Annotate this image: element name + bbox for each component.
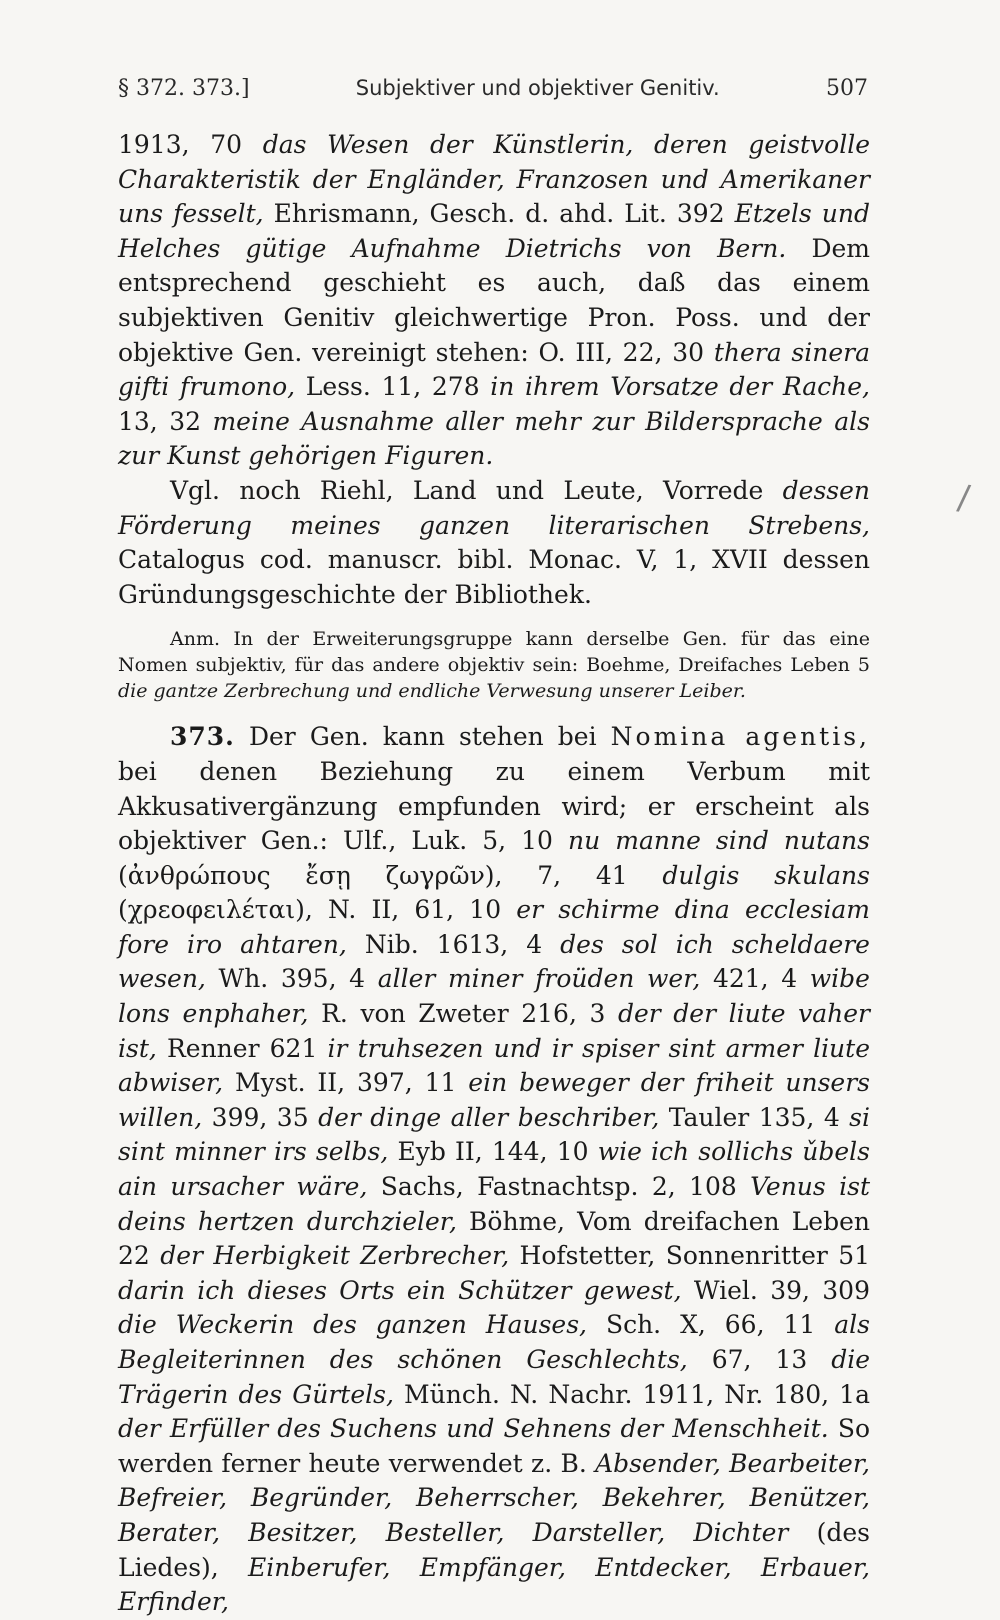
example-quote: Absender, Bearbeiter, Befreier, Begründer, Beherrscher, Bekehrer, Benützer, Berater, Besitzer, Besteller, Darsteller, Dichter	[118, 1448, 870, 1547]
spaced-term: Nomina agentis,	[610, 722, 870, 752]
example-quote: als Begleiterinnen des schönen Geschlechts,	[118, 1310, 870, 1374]
example-quote: thera sinera gifti frumono,	[118, 337, 870, 402]
text-run: (χρεοφειλέται), N. II, 61, 10	[118, 895, 517, 925]
example-quote: meine Ausnahme aller mehr zur Bildersprache als zur Kunst gehörigen Figuren.	[118, 406, 870, 471]
text-run: Böhme, Vom dreifachen Leben 22	[118, 1206, 870, 1271]
text-run: Sachs, Fastnachtsp. 2, 108	[367, 1172, 751, 1202]
text-run: Renner 621	[156, 1033, 328, 1063]
example-quote: der Herbigkeit Zerbrecher,	[160, 1241, 510, 1271]
example-quote: aller miner froüden wer,	[377, 964, 701, 994]
example-quote: er schirme dina ecclesiam fore iro ahtaren,	[118, 895, 870, 959]
running-title: Subjektiver und objektiver Genitiv.	[355, 76, 720, 100]
example-quote: der Erfüller des Suchens und Sehnens der Menschheit.	[118, 1414, 829, 1444]
margin-pencil-mark: /	[955, 477, 973, 519]
example-quote: des sol ich scheldaere wesen,	[118, 929, 870, 994]
text-run: Tauler 135, 4	[659, 1102, 850, 1132]
running-header	[118, 76, 868, 101]
text-run: bei denen Beziehung zu einem Verbum mit Akkusativergänzung empfunden wird; er erscheint als objektiver Gen.: Ulf., Luk. 5, 10	[118, 756, 870, 856]
example-quote: wie ich sollichs ǔbels ain ursacher wäre,	[118, 1137, 870, 1202]
example-quote: si sint minner irs selbs,	[118, 1102, 870, 1167]
example-quote: die gantze Zerbrechung und endliche Verwesung unserer Leiber.	[118, 680, 746, 703]
text-run: Dem entsprechend geschieht es auch, daß das einem subjektiven Genitiv gleichwertige Pron. Poss. und der objektive Gen. vereinigt stehen: O. III, 22, 30	[118, 233, 871, 367]
text-run: 399, 35	[202, 1102, 319, 1132]
text-run: 421, 4	[700, 964, 810, 994]
paragraph-1	[118, 128, 870, 474]
example-quote: ir truhsezen und ir spiser sint armer liute abwiser,	[118, 1033, 871, 1098]
text-run: In der Erweiterungsgruppe kann derselbe Gen. für das eine Nomen subjektiv, für das andere objektiv sein: Boehme, Dreifaches Leben 5	[118, 628, 870, 677]
page-body	[118, 128, 870, 1620]
note-label: Anm.	[170, 628, 221, 651]
text-run: Less. 11, 278	[295, 372, 491, 402]
text-run: 67, 13	[687, 1345, 832, 1374]
text-run: 13, 32	[118, 406, 213, 436]
text-run: Der Gen. kann stehen bei	[234, 722, 611, 752]
text-run: 1913, 70	[118, 130, 263, 159]
annotation-note	[118, 626, 870, 704]
text-run: Münch. N. Nachr. 1911, Nr. 180, 1a	[393, 1379, 870, 1409]
example-quote: darin ich dieses Orts ein Schützer gewest,	[118, 1275, 682, 1305]
example-quote: der der liute vaher ist,	[118, 999, 870, 1063]
text-run: (ἀνθρώπους ἔσῃ ζωγρῶν), 7, 41	[118, 860, 663, 890]
text-run: Vgl. noch Riehl, Land und Leute, Vorrede	[170, 475, 783, 505]
section-number: 373.	[170, 722, 235, 752]
example-quote: Venus ist deins hertzen durchzieler,	[118, 1172, 870, 1236]
paragraph-373	[118, 720, 870, 1619]
example-quote: nu manne sind nutans	[568, 826, 870, 856]
text-run: Eyb II, 144, 10	[388, 1137, 598, 1167]
section-reference: § 372. 373.]	[118, 76, 250, 101]
example-quote: ein beweger der friheit unsers willen,	[118, 1068, 870, 1132]
example-quote: die Trägerin des Gürtels,	[118, 1345, 870, 1409]
example-quote: dessen Förderung meines ganzen literarischen Strebens,	[118, 475, 870, 540]
example-quote: in ihrem Vorsatze der Rache,	[490, 372, 870, 402]
example-quote: das Wesen der Künstlerin, deren geistvolle Charakteristik der Engländer, Franzosen und Amerikaner uns fesselt,	[118, 130, 870, 229]
example-quote: Etzels und Helches gütige Aufnahme Dietrichs von Bern.	[118, 199, 870, 263]
text-run: Catalogus cod. manuscr. bibl. Monac. V, 1, XVII dessen Gründungsgeschichte der Bibliothek.	[118, 545, 870, 609]
text-run: R. von Zweter 216, 3	[308, 999, 618, 1029]
example-quote: dulgis skulans	[662, 860, 870, 890]
text-run: Hofstetter, Sonnenritter 51	[509, 1241, 871, 1271]
text-run: Nib. 1613, 4	[346, 929, 561, 959]
text-run: Wiel. 39, 309	[681, 1275, 870, 1305]
example-quote: der dinge aller beschriber,	[318, 1102, 660, 1132]
example-quote: Einberufer, Empfänger, Entdecker, Erbauer, Erfinder,	[118, 1552, 870, 1617]
text-run: Sch. X, 66, 11	[586, 1310, 835, 1340]
text-run: So werden ferner heute verwendet z. B.	[118, 1414, 871, 1478]
text-run: Wh. 395, 4	[205, 964, 378, 994]
paragraph-2	[118, 474, 870, 612]
text-run: Myst. II, 397, 11	[223, 1068, 469, 1098]
example-quote: die Weckerin des ganzen Hauses,	[118, 1310, 587, 1340]
text-run: Ehrismann, Gesch. d. ahd. Lit. 392	[263, 199, 735, 229]
example-quote: wibe lons enphaher,	[118, 964, 870, 1029]
page-number: 507	[825, 76, 868, 101]
text-run: (des Liedes),	[118, 1517, 870, 1582]
